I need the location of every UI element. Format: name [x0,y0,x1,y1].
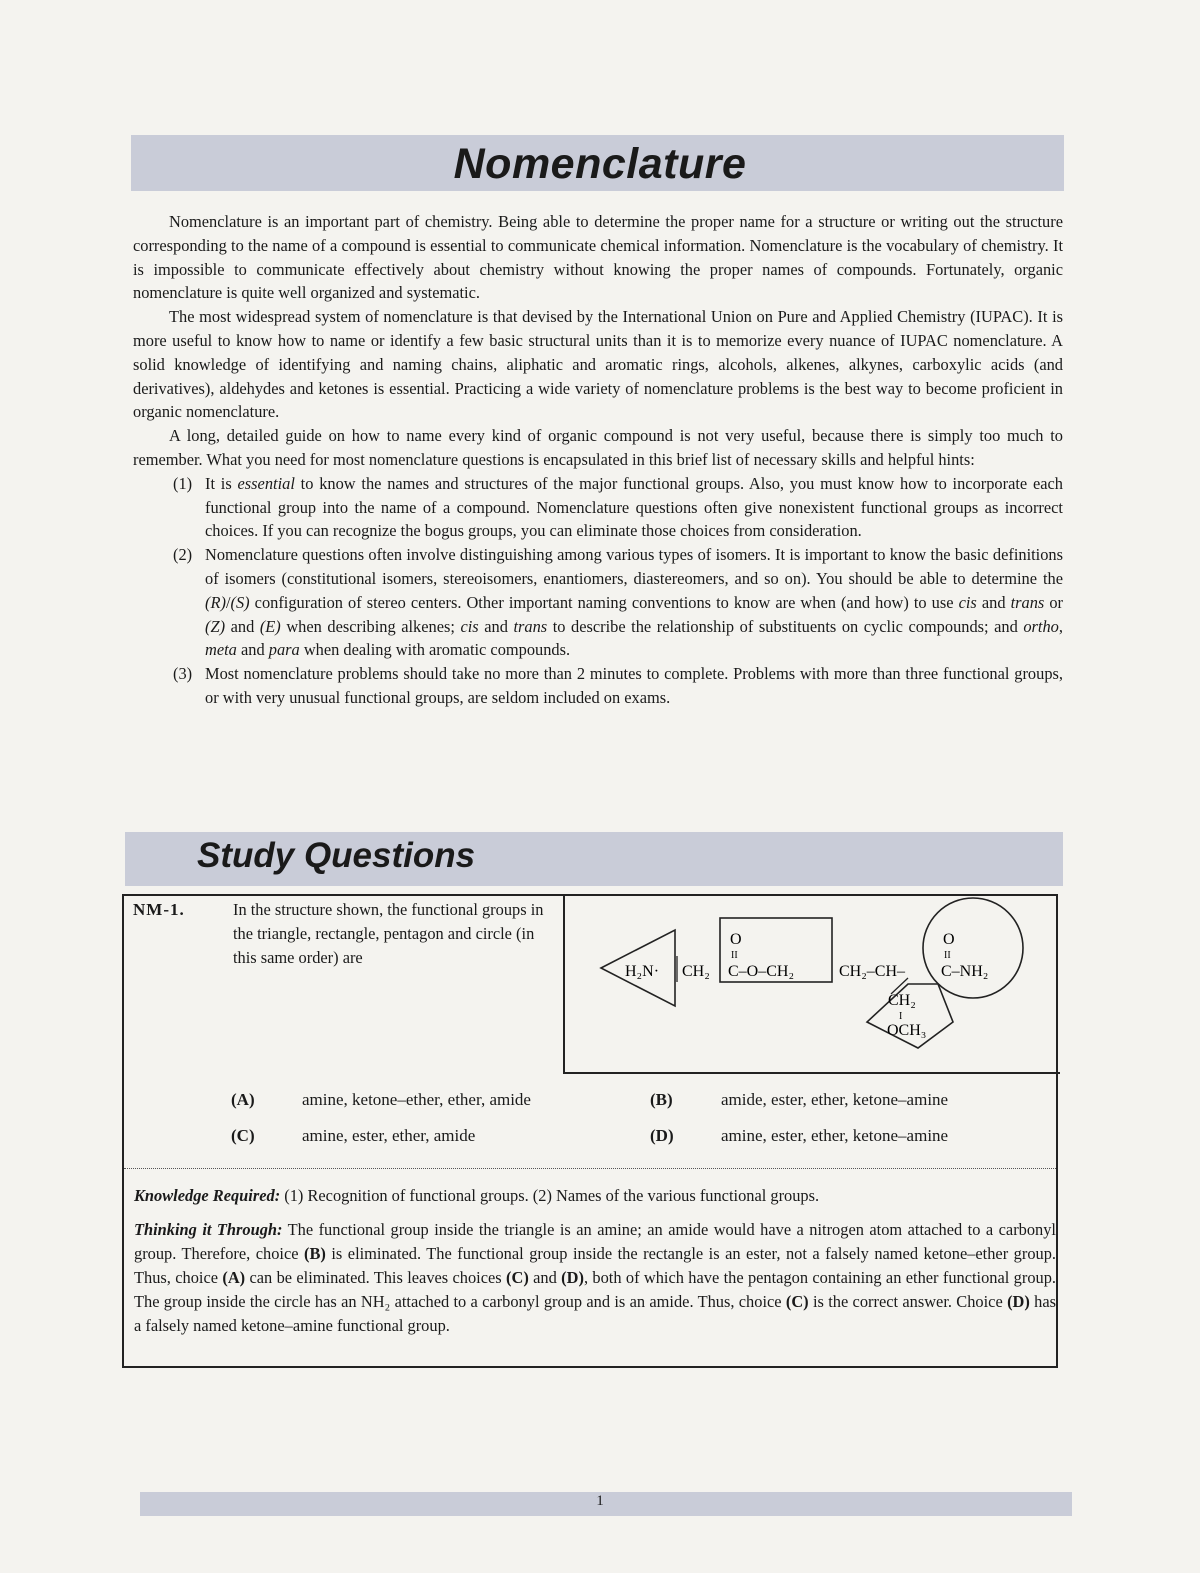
ch2-label: CH₂ [682,963,710,980]
question-text: In the structure shown, the functional groups in the triangle, rectangle, pentagon and circle (in this same order) are [233,900,544,967]
double-bond-label: II [731,950,738,961]
choice-label: (A) [231,1090,255,1109]
amine-group-label: H₂N· [625,963,660,980]
page-title: Nomenclature [453,140,747,188]
amide-oxygen-label: O [943,931,955,948]
intro-paragraph-1: Nomenclature is an important part of chemistry. Being able to determine the proper name for a structure or writing out the structure corresponding to the name of a compound is essential to communicate chemical information. Nomenclature is the vocabulary of chemistry. It is impossible to communicate effectively about chemistry without knowing the proper names of compounds. Fortunately, organic nomenclature is quite well organized and systematic. [133,212,1063,303]
hint-number: (2) [173,545,193,565]
choice-label: (C) [231,1126,255,1145]
carbonyl-oxygen-label: O [730,931,742,948]
choice-text: amine, ester, ether, amide [302,1126,476,1145]
knowledge-required: Knowledge Required: (1) Recognition of functional groups. (2) Names of the various functional groups. [134,1186,820,1205]
hint-item: (1) It is essential to know the names and structures of the major functional groups. Also, you must know how to incorporate each functional group into the name of a compound. Nomenclature questions often give nonexistent functional groups as incorrect choices. If you can recognize the bogus groups, you can eliminate those choices from consideration. [173,473,1063,541]
study-questions-title: Study Questions [197,836,476,875]
question-number: NM-1. [133,900,185,919]
circle-shape [923,898,1023,998]
choice-text: amine, ketone–ether, ether, amide [302,1090,531,1109]
thinking-it-through: Thinking it Through: The functional group inside the triangle is an amine; an amide would have a nitrogen atom attached to a carbonyl group. Therefore, choice (B) is eliminated. The functional group inside the rectangle is an ester, not a falsely named ketone–ether group. Thus, choice (A) can be eliminated. This leaves choices (C) and (D), both of which have the pentagon containing an ether functional group. The group inside the circle has an NH₂ attached to a carbonyl group and is an amide. Thus, choice (C) is the correct answer. Choice (D) has a falsely named ketone–amine functional group. [134,1220,1057,1335]
hint-number: (1) [173,473,193,493]
intro-text [133,210,1063,710]
hint-item: (2) Nomenclature questions often involve distinguishing among various types of isomers. It is important to know the basic definitions of isomers (constitutional isomers, stereoisomers, enantiomers, diastereomers, and so on). You should be able to determine the (R)/(S) configuration of stereo centers. Other important naming conventions to know are when (and how) to use cis and trans or (Z) and (E) when describing alkenes; cis and trans to describe the relationship of substituents on cyclic compounds; and ortho, meta and para when dealing with aromatic compounds. [173,545,1063,660]
explanation [134,1184,1056,1338]
intro-paragraph-3: A long, detailed guide on how to name every kind of organic compound is not very useful, because there is simply too much to remember. What you need for most nomenclature questions is encapsulated in this brief list of necessary skills and helpful hints: [133,426,1063,469]
single-bond-label: I [899,1011,903,1022]
dotted-divider [124,1168,1056,1169]
intro-paragraph-2: The most widespread system of nomenclature is that devised by the International Union on Pure and Applied Chemistry (IUPAC). It is more useful to know how to name or identify a few basic structural units than it is to memorize every nuance of IUPAC nomenclature. A solid knowledge of identifying and naming chains, aliphatic and aromatic rings, alcohols, alkenes, alkynes, carboxylic acids (and derivatives), aldehydes and ketones is essential. Practicing a wide variety of nomenclature problems is the best way to become proficient in organic nomenclature. [133,307,1063,422]
chemical-structure [563,896,1058,1074]
ester-group-label: C–O–CH₂ [728,963,795,980]
hint-number: (3) [173,664,193,684]
chain-label: CH₂–CH– [839,963,906,980]
choice-text: amide, ester, ether, ketone–amine [721,1090,949,1109]
amide-group-label: C–NH₂ [941,963,989,980]
ether-group-label: OCH₃ [887,1022,927,1039]
page-number: 1 [596,1493,604,1509]
choice-text: amine, ester, ether, ketone–amine [721,1126,949,1145]
double-bond-label: II [944,950,951,961]
choice-label: (D) [650,1126,674,1145]
hint-item: (3) Most nomenclature problems should take no more than 2 minutes to complete. Problems with more than three functional groups, or with very unusual functional groups, are seldom included on exams. [173,664,1063,707]
choice-label: (B) [650,1090,673,1109]
hints-list [133,472,1063,710]
ch2-branch-label: CH₂ [888,992,916,1009]
